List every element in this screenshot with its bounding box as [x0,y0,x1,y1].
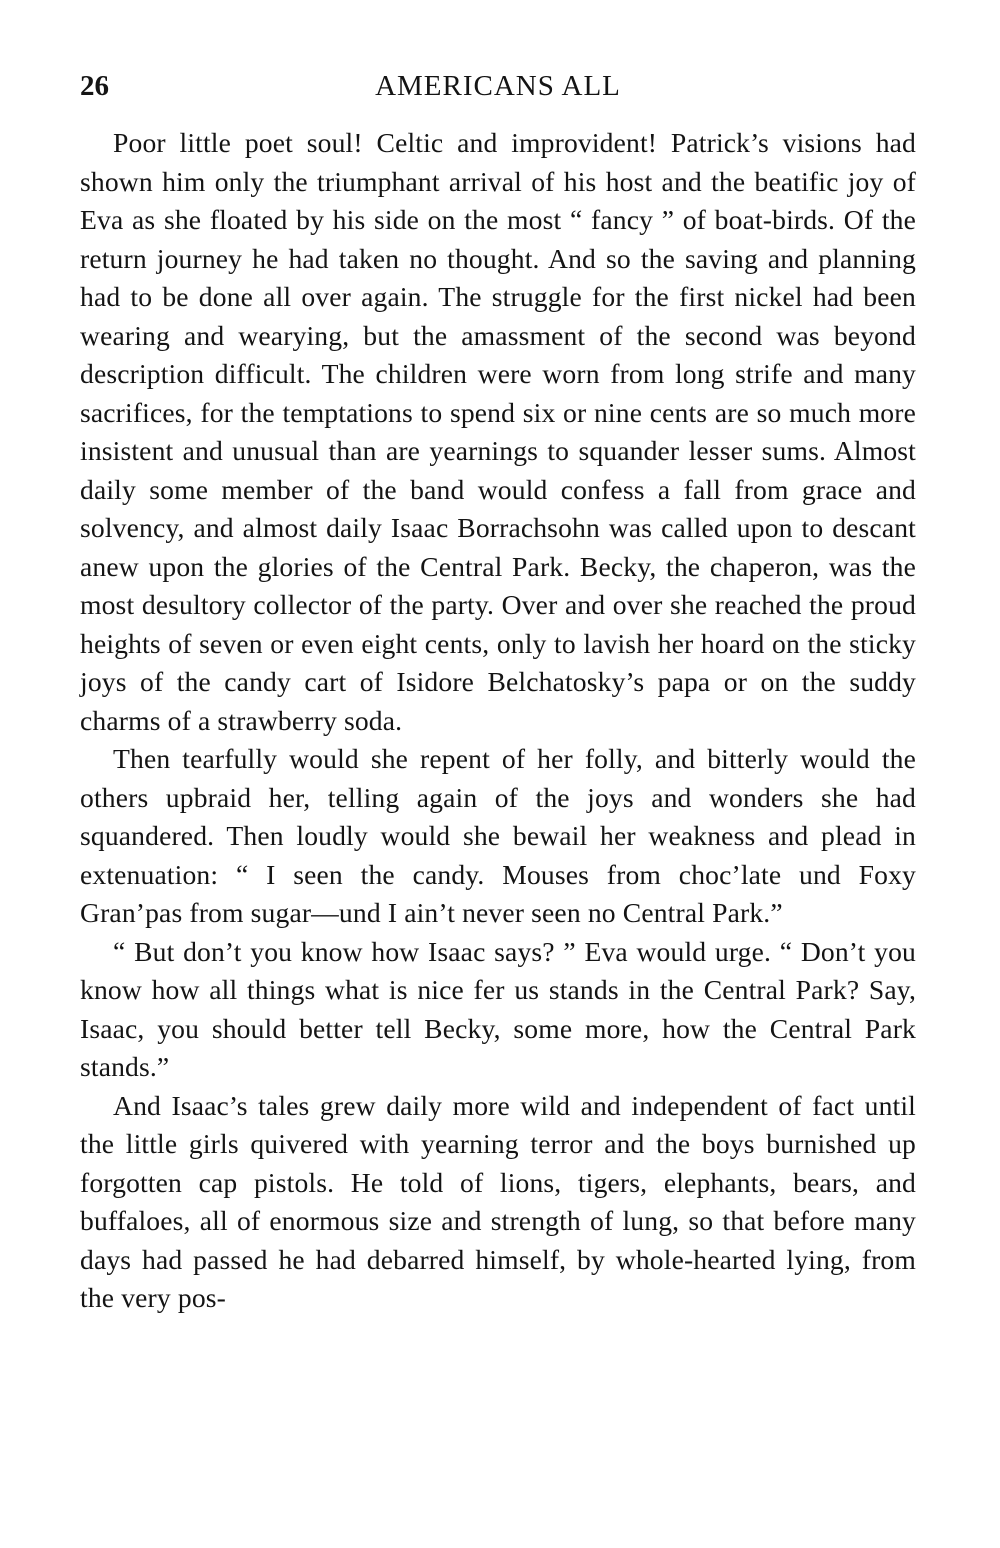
page-number: 26 [80,70,109,102]
paragraph: Then tearfully would she repent of her folly, and bitterly would the others upbraid her, telling again of the joys and wonders she had squandered. Then loudly would she bewail her weakness and plead in extenuation: “ I seen the candy. Mouses from choc’late und Foxy Gran’pas from sugar—und I ain’t never seen no Central Park.” [80,743,916,928]
paragraph: And Isaac’s tales grew daily more wild and independent of fact until the little girls quivered with yearning terror and the boys burnished up forgotten cap pistols. He told of lions, tigers, elephants, bears, and buffaloes, all of enormous size and strength of lung, so that before many days had passed he had debarred himself, by whole-hearted lying, from the very pos- [80,1089,916,1313]
body-text [80,124,916,1318]
running-head [80,64,916,108]
paragraph: “ But don’t you know how Isaac says? ” Eva would urge. “ Don’t you know how all things what is nice fer us stands in the Central Park? Say, Isaac, you should better tell Becky, some more, how the Central Park stands.” [80,935,916,1082]
running-title: AMERICANS ALL [375,70,621,102]
book-page [80,64,916,1318]
paragraph: Poor little poet soul! Celtic and improvident! Patrick’s visions had shown him only the triumphant arrival of his host and the beatific joy of Eva as she floated by his side on the most “ fancy ” of boat-birds. Of the return journey he had taken no thought. And so the saving and planning had to be done all over again. The struggle for the first nickel had been wearing and wearying, but the amassment of the second was beyond description difficult. The children were worn from long strife and many sacrifices, for the temptations to spend six or nine cents are so much more insistent and unusual than are yearnings to squander lesser sums. Almost daily some member of the band would confess a fall from grace and solvency, and almost daily Isaac Borrachsohn was called upon to descant anew upon the glories of the Central Park. Becky, the chaperon, was the most desultory collector of the party. Over and over she reached the proud heights of seven or even eight cents, only to lavish her hoard on the sticky joys of the candy cart of Isidore Belchatosky’s papa or on the suddy charms of a strawberry soda. [80,127,916,736]
